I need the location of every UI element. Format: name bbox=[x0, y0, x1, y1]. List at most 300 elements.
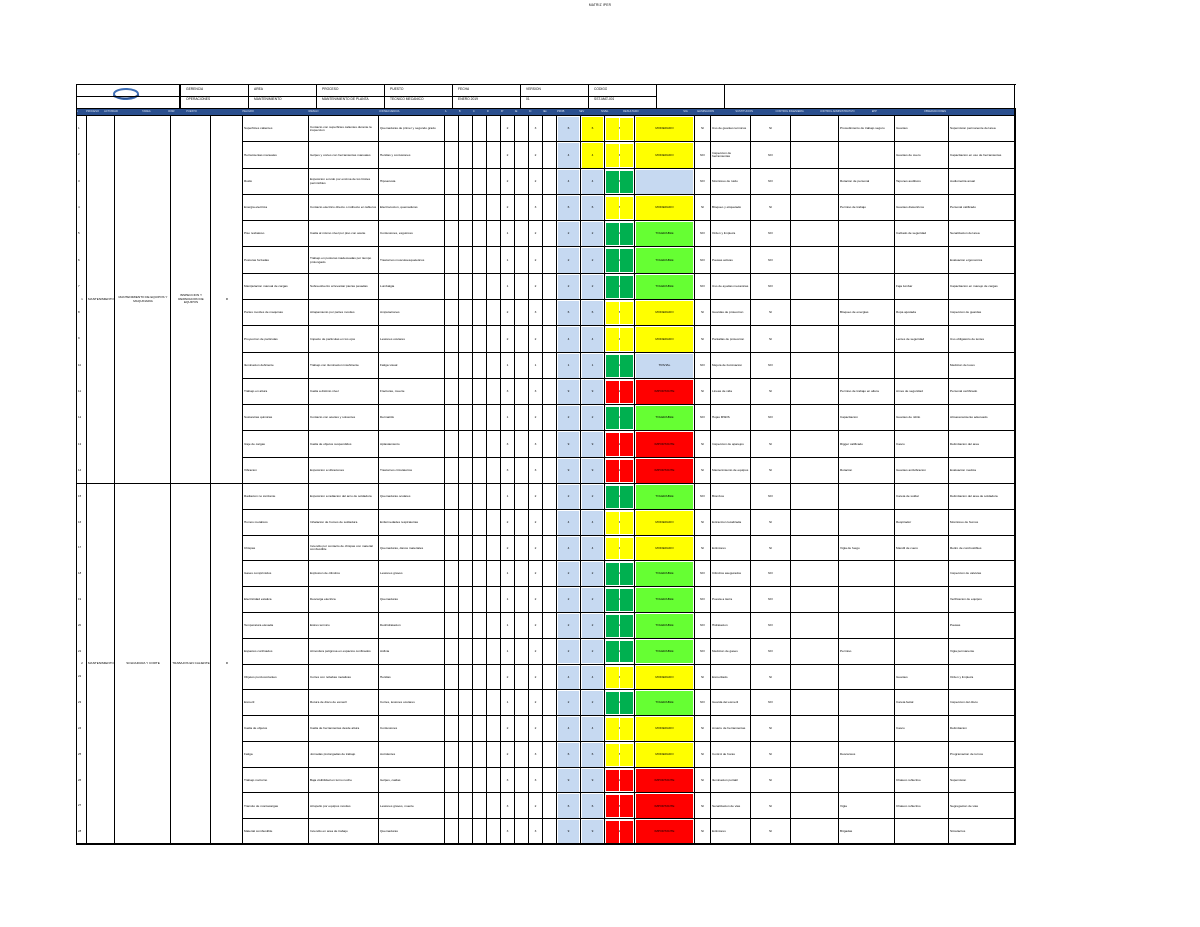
severity-cell bbox=[580, 768, 604, 794]
ic-cell bbox=[528, 247, 542, 273]
index-b-cell bbox=[458, 665, 472, 691]
level-color-fill bbox=[620, 770, 633, 792]
ppe-cell bbox=[894, 716, 948, 742]
logo-swoosh-icon bbox=[105, 87, 147, 103]
risk-cell-text: Contacto con aceites y solventes bbox=[310, 415, 356, 420]
probability-cell bbox=[556, 300, 580, 326]
risk-cell bbox=[308, 639, 378, 665]
index-c-cell bbox=[472, 458, 486, 484]
significance-cell-text: SI bbox=[701, 803, 704, 808]
column-header: CONSECUENCIA bbox=[378, 110, 400, 113]
observations-cell bbox=[948, 169, 1016, 195]
index-d-cell bbox=[486, 274, 500, 300]
ppe-cell bbox=[894, 405, 948, 431]
ic-cell bbox=[528, 431, 542, 457]
elimination-cell-text: Extintores bbox=[712, 545, 726, 550]
consequence-cell-text: Contusiones bbox=[380, 726, 398, 731]
result-cell bbox=[634, 793, 694, 819]
ip-cell-text: 1 bbox=[506, 257, 509, 262]
elimination-cell-text: Inspeccion de herramientas bbox=[712, 150, 732, 159]
ie-cell bbox=[514, 379, 528, 405]
consequence-cell-text: Trastornos musculoesqueleticos bbox=[380, 257, 425, 262]
result-cell bbox=[634, 716, 694, 742]
level-color-fill bbox=[606, 118, 619, 140]
index-c-cell bbox=[472, 274, 486, 300]
substitution-cell-text: SI bbox=[769, 310, 772, 315]
engineering-cell bbox=[790, 768, 838, 794]
index-d-cell bbox=[486, 458, 500, 484]
index-d-cell bbox=[486, 510, 500, 536]
hazard-cell-text: Partes moviles de maquinas bbox=[244, 310, 283, 315]
significance-cell bbox=[694, 613, 710, 639]
substitution-cell bbox=[750, 768, 790, 794]
index-a-cell bbox=[444, 274, 458, 300]
column-header: A bbox=[444, 110, 447, 113]
header-value: 01 bbox=[526, 97, 530, 101]
probability-cell bbox=[556, 326, 580, 352]
index-c-cell bbox=[472, 195, 486, 221]
significance-cell bbox=[694, 716, 710, 742]
significance-cell-text: NO bbox=[700, 571, 705, 576]
severity-cell bbox=[580, 484, 604, 510]
observations-cell bbox=[948, 326, 1016, 352]
group-process: MANTENIMIENTO bbox=[86, 484, 115, 844]
level-color-fill bbox=[606, 563, 619, 585]
risk-cell bbox=[308, 116, 378, 142]
observations-cell-text: Pausas bbox=[950, 623, 961, 628]
index-b-cell bbox=[458, 716, 472, 742]
engineering-cell bbox=[790, 613, 838, 639]
significance-cell bbox=[694, 326, 710, 352]
iex-cell bbox=[542, 247, 556, 273]
index-b-cell bbox=[458, 142, 472, 168]
level-color-fill bbox=[606, 249, 619, 271]
ie-cell bbox=[514, 510, 528, 536]
elimination-cell bbox=[710, 458, 750, 484]
elimination-cell-text: Extintores bbox=[712, 829, 726, 834]
observations-cell-text: Inspeccion de valvulas bbox=[950, 571, 982, 576]
elimination-cell bbox=[710, 484, 750, 510]
severity-cell bbox=[580, 142, 604, 168]
consequence-cell-text: Golpes, caidas bbox=[380, 777, 401, 782]
administrative-cell-text: Capacitacion bbox=[840, 415, 858, 420]
row-number: 24 bbox=[78, 725, 82, 730]
level-color-fill bbox=[620, 302, 633, 324]
index-b-cell bbox=[458, 116, 472, 142]
severity-cell bbox=[580, 353, 604, 379]
substitution-cell bbox=[750, 458, 790, 484]
substitution-cell-text: SI bbox=[769, 389, 772, 394]
ip-cell bbox=[500, 116, 514, 142]
index-a-cell bbox=[444, 300, 458, 326]
iex-cell bbox=[542, 195, 556, 221]
elimination-cell-text: Guardas de proteccion bbox=[712, 310, 744, 315]
index-c-cell bbox=[472, 116, 486, 142]
header-label: AREA bbox=[254, 87, 263, 91]
observations-cell-text: Almacenamiento adecuado bbox=[950, 415, 988, 420]
iex-cell bbox=[542, 613, 556, 639]
iex-cell bbox=[542, 716, 556, 742]
level-color-fill bbox=[606, 407, 619, 429]
severity-cell bbox=[580, 742, 604, 768]
level-color-fill bbox=[620, 667, 633, 689]
ip-cell-text: 1 bbox=[506, 623, 509, 628]
probability-cell bbox=[556, 169, 580, 195]
elimination-cell bbox=[710, 690, 750, 716]
observations-cell-text: Capacitacion en manejo de cargas bbox=[950, 284, 998, 289]
substitution-cell bbox=[750, 274, 790, 300]
iex-cell bbox=[542, 405, 556, 431]
consequence-cell bbox=[378, 431, 444, 457]
ie-cell bbox=[514, 405, 528, 431]
index-d-cell bbox=[486, 221, 500, 247]
risk-cell bbox=[308, 819, 378, 845]
observations-cell-text: Retiro de combustibles bbox=[950, 545, 982, 550]
hazard-cell-text: Iluminacion deficiente bbox=[244, 362, 274, 367]
ic-cell-text: 2 bbox=[534, 178, 537, 183]
substitution-cell-text: NO bbox=[768, 362, 773, 367]
ic-cell-text: 2 bbox=[534, 571, 537, 576]
severity-cell-text: 2 bbox=[591, 597, 594, 602]
substitution-cell-text: NO bbox=[768, 597, 773, 602]
severity-cell bbox=[580, 793, 604, 819]
severity-cell bbox=[580, 665, 604, 691]
observations-cell bbox=[948, 221, 1016, 247]
administrative-cell bbox=[838, 742, 894, 768]
substitution-cell-text: SI bbox=[769, 336, 772, 341]
row-number: 3 bbox=[78, 178, 80, 183]
significance-cell-text: SI bbox=[701, 205, 704, 210]
hazard-cell-text: Energia electrica bbox=[244, 205, 268, 210]
hazard-cell-text: Trabajo nocturno bbox=[244, 777, 268, 782]
column-header: SEV bbox=[579, 110, 585, 113]
consequence-cell-text: Heridas y contusiones bbox=[380, 152, 411, 157]
administrative-cell-text: Descansos bbox=[840, 751, 856, 756]
observations-cell-text: Delimitacion del area de soldadura bbox=[950, 494, 998, 499]
severity-cell bbox=[580, 510, 604, 536]
observations-cell-text: Orden y limpieza bbox=[950, 674, 974, 679]
ic-cell-text: 2 bbox=[534, 803, 537, 808]
result-cell bbox=[634, 326, 694, 352]
level-color-fill bbox=[606, 589, 619, 611]
index-d-cell bbox=[486, 300, 500, 326]
result-cell-text: MODERADO bbox=[655, 336, 674, 341]
observations-cell bbox=[948, 116, 1016, 142]
ip-cell-text: 2 bbox=[506, 310, 509, 315]
probability-cell bbox=[556, 536, 580, 562]
ic-cell bbox=[528, 142, 542, 168]
significance-cell-text: SI bbox=[701, 726, 704, 731]
ic-cell bbox=[528, 379, 542, 405]
ppe-cell-text: Guantes de cuero bbox=[896, 152, 921, 157]
risk-cell-text: Contacto con superficies calientes durante la inspeccion bbox=[310, 124, 372, 133]
column-header: OBSERVACIONES bbox=[923, 110, 947, 113]
level-color-fill bbox=[620, 249, 633, 271]
level-color-fill bbox=[620, 144, 633, 166]
elimination-cell-text: Control de horas bbox=[712, 751, 735, 756]
significance-cell-text: SI bbox=[701, 777, 704, 782]
probability-cell-text: 9 bbox=[567, 777, 570, 782]
engineering-cell bbox=[790, 561, 838, 587]
elimination-cell bbox=[710, 274, 750, 300]
index-d-cell bbox=[486, 484, 500, 510]
index-c-cell bbox=[472, 561, 486, 587]
significance-cell bbox=[694, 768, 710, 794]
probability-cell bbox=[556, 484, 580, 510]
risk-cell bbox=[308, 326, 378, 352]
level-color-fill bbox=[606, 821, 619, 843]
consequence-cell bbox=[378, 484, 444, 510]
probability-cell bbox=[556, 353, 580, 379]
ip-cell bbox=[500, 431, 514, 457]
ic-cell bbox=[528, 221, 542, 247]
ppe-cell bbox=[894, 116, 948, 142]
index-c-cell bbox=[472, 326, 486, 352]
table-row bbox=[242, 194, 1016, 221]
hazard-cell bbox=[242, 819, 308, 845]
engineering-cell bbox=[790, 458, 838, 484]
significance-cell-text: SI bbox=[701, 389, 704, 394]
ic-cell-text: 2 bbox=[534, 494, 537, 499]
ppe-cell-text: Guantes antivibracion bbox=[896, 468, 926, 473]
significance-cell-text: SI bbox=[701, 126, 704, 131]
administrative-cell bbox=[838, 639, 894, 665]
elimination-cell-text: Mejora de iluminacion bbox=[712, 362, 743, 367]
substitution-cell bbox=[750, 665, 790, 691]
index-c-cell bbox=[472, 379, 486, 405]
severity-cell bbox=[580, 379, 604, 405]
risk-cell bbox=[308, 587, 378, 613]
substitution-cell-text: SI bbox=[769, 126, 772, 131]
substitution-cell bbox=[750, 300, 790, 326]
result-cell bbox=[634, 116, 694, 142]
risk-cell-text: Caida de herramientas desde altura bbox=[310, 726, 360, 731]
observations-cell bbox=[948, 274, 1016, 300]
substitution-cell-text: SI bbox=[769, 205, 772, 210]
level-color-fill bbox=[620, 538, 633, 560]
severity-cell-text: 2 bbox=[591, 571, 594, 576]
ppe-cell-text: Careta de soldar bbox=[896, 494, 919, 499]
header-rule bbox=[76, 96, 656, 97]
result-cell bbox=[634, 274, 694, 300]
consequence-cell bbox=[378, 116, 444, 142]
index-d-cell bbox=[486, 665, 500, 691]
ip-cell-text: 3 bbox=[506, 803, 509, 808]
ie-cell bbox=[514, 690, 528, 716]
ic-cell-text: 2 bbox=[534, 597, 537, 602]
column-header: ELIMINACION bbox=[697, 110, 715, 113]
administrative-cell bbox=[838, 484, 894, 510]
administrative-cell bbox=[838, 536, 894, 562]
header-label: CODIGO bbox=[594, 87, 608, 91]
ppe-cell-text: Faja lumbar bbox=[896, 284, 913, 289]
consequence-cell bbox=[378, 510, 444, 536]
consequence-cell-text: Lesiones oculares bbox=[380, 336, 405, 341]
severity-cell bbox=[580, 613, 604, 639]
column-header: NIVEL bbox=[601, 110, 609, 113]
elimination-cell bbox=[710, 639, 750, 665]
risk-cell bbox=[308, 561, 378, 587]
ic-cell bbox=[528, 300, 542, 326]
row-number: 13 bbox=[78, 441, 82, 446]
significance-cell bbox=[694, 300, 710, 326]
row-number: 15 bbox=[78, 493, 82, 498]
observations-cell-text: Verificacion de equipos bbox=[950, 597, 982, 602]
ip-cell-text: 2 bbox=[506, 205, 509, 210]
consequence-cell-text: Quemaduras de primer y segundo grado bbox=[380, 126, 436, 131]
level-color-fill bbox=[620, 744, 633, 766]
administrative-cell bbox=[838, 379, 894, 405]
severity-cell-text: 4 bbox=[591, 545, 594, 550]
result-cell bbox=[634, 169, 694, 195]
result-cell-text: TOLERABLE bbox=[655, 700, 674, 705]
header-divider bbox=[520, 84, 521, 109]
level-color-fill bbox=[606, 692, 619, 714]
index-a-cell bbox=[444, 613, 458, 639]
substitution-cell bbox=[750, 613, 790, 639]
probability-cell bbox=[556, 431, 580, 457]
index-c-cell bbox=[472, 613, 486, 639]
elimination-cell-text: Bloqueo y etiquetado bbox=[712, 205, 742, 210]
observations-cell bbox=[948, 639, 1016, 665]
ip-cell-text: 1 bbox=[506, 700, 509, 705]
level-color-fill bbox=[606, 770, 619, 792]
row-number: 12 bbox=[78, 415, 82, 420]
index-b-cell bbox=[458, 195, 472, 221]
level-color-fill bbox=[606, 171, 619, 193]
probability-cell-text: 9 bbox=[567, 441, 570, 446]
substitution-cell bbox=[750, 561, 790, 587]
probability-cell-text: 6 bbox=[567, 310, 570, 315]
group-activity: MANTENIMIENTO DE EQUIPOS Y MAQUINARIA bbox=[114, 116, 171, 483]
ic-cell bbox=[528, 716, 542, 742]
administrative-cell bbox=[838, 221, 894, 247]
result-cell bbox=[634, 142, 694, 168]
index-a-cell bbox=[444, 561, 458, 587]
column-header: PELIGRO bbox=[242, 110, 254, 113]
probability-cell-text: 4 bbox=[567, 726, 570, 731]
ie-cell bbox=[514, 142, 528, 168]
iex-cell bbox=[542, 510, 556, 536]
index-b-cell bbox=[458, 458, 472, 484]
iex-cell bbox=[542, 768, 556, 794]
ppe-cell-text: Guantes bbox=[896, 126, 908, 131]
consequence-cell bbox=[378, 613, 444, 639]
iex-cell bbox=[542, 353, 556, 379]
row-number: 26 bbox=[78, 777, 82, 782]
ip-cell bbox=[500, 142, 514, 168]
ppe-cell bbox=[894, 484, 948, 510]
administrative-cell-text: Rotacion bbox=[840, 468, 853, 473]
ppe-cell bbox=[894, 169, 948, 195]
table-row bbox=[242, 404, 1016, 431]
risk-cell-text: Sobreesfuerzo al levantar piezas pesadas bbox=[310, 284, 368, 289]
ppe-cell bbox=[894, 536, 948, 562]
ic-cell-text: 2 bbox=[534, 231, 537, 236]
risk-cell bbox=[308, 484, 378, 510]
ip-cell bbox=[500, 169, 514, 195]
observations-cell-text: Delimitacion bbox=[950, 726, 967, 731]
observations-cell bbox=[948, 142, 1016, 168]
elimination-cell-text: Inspeccion de aparejos bbox=[712, 441, 744, 446]
elimination-cell bbox=[710, 195, 750, 221]
probability-cell bbox=[556, 116, 580, 142]
hazard-cell-text: Material combustible bbox=[244, 829, 273, 834]
severity-cell bbox=[580, 458, 604, 484]
ic-cell bbox=[528, 195, 542, 221]
probability-cell-text: 2 bbox=[567, 623, 570, 628]
header-value: OPERACIONES bbox=[186, 97, 211, 101]
elimination-cell-text: Monitoreo de ruido bbox=[712, 178, 738, 183]
index-c-cell bbox=[472, 484, 486, 510]
probability-cell-text: 4 bbox=[567, 336, 570, 341]
iex-cell bbox=[542, 458, 556, 484]
substitution-cell bbox=[750, 536, 790, 562]
probability-cell-text: 2 bbox=[567, 648, 570, 653]
result-cell bbox=[634, 458, 694, 484]
engineering-cell bbox=[790, 169, 838, 195]
index-c-cell bbox=[472, 665, 486, 691]
probability-cell-text: 9 bbox=[567, 829, 570, 834]
iper-matrix-sheet bbox=[76, 84, 1016, 844]
administrative-cell bbox=[838, 274, 894, 300]
engineering-cell bbox=[790, 819, 838, 845]
hazard-cell-text: Piso resbaloso bbox=[244, 231, 265, 236]
elimination-cell bbox=[710, 716, 750, 742]
table-row bbox=[242, 586, 1016, 613]
significance-cell bbox=[694, 353, 710, 379]
ip-cell bbox=[500, 274, 514, 300]
result-cell bbox=[634, 742, 694, 768]
group-number: 1 bbox=[76, 116, 87, 483]
ie-cell bbox=[514, 742, 528, 768]
risk-cell bbox=[308, 169, 378, 195]
severity-cell-text: 2 bbox=[591, 700, 594, 705]
engineering-cell bbox=[790, 247, 838, 273]
risk-cell-text: Atrapamiento por partes moviles bbox=[310, 310, 355, 315]
probability-cell bbox=[556, 768, 580, 794]
severity-cell-text: 6 bbox=[591, 751, 594, 756]
consequence-cell bbox=[378, 405, 444, 431]
hazard-cell-text: Espacios confinados bbox=[244, 648, 273, 653]
table-bottom-rule bbox=[76, 844, 1016, 845]
ie-cell bbox=[514, 716, 528, 742]
header-value: TECNICO MECANICO bbox=[390, 97, 424, 101]
page-caption: MATRIZ IPER bbox=[588, 3, 612, 7]
probability-cell-text: 6 bbox=[567, 205, 570, 210]
administrative-cell-text: Permiso bbox=[840, 648, 852, 653]
administrative-cell bbox=[838, 326, 894, 352]
hazard-cell bbox=[242, 587, 308, 613]
result-cell-text: IMPORTANTE bbox=[654, 803, 675, 808]
ic-cell-text: 2 bbox=[534, 336, 537, 341]
administrative-cell bbox=[838, 690, 894, 716]
index-c-cell bbox=[472, 142, 486, 168]
index-a-cell bbox=[444, 587, 458, 613]
ppe-cell bbox=[894, 353, 948, 379]
ie-cell bbox=[514, 221, 528, 247]
severity-cell bbox=[580, 690, 604, 716]
ip-cell-text: 1 bbox=[506, 571, 509, 576]
ic-cell bbox=[528, 793, 542, 819]
index-a-cell bbox=[444, 665, 458, 691]
severity-cell bbox=[580, 274, 604, 300]
ic-cell bbox=[528, 274, 542, 300]
risk-cell-text: Jornadas prolongadas de trabajo bbox=[310, 751, 356, 756]
severity-cell-text: 9 bbox=[591, 389, 594, 394]
elimination-cell bbox=[710, 536, 750, 562]
consequence-cell-text: Lumbalgia bbox=[380, 284, 395, 289]
